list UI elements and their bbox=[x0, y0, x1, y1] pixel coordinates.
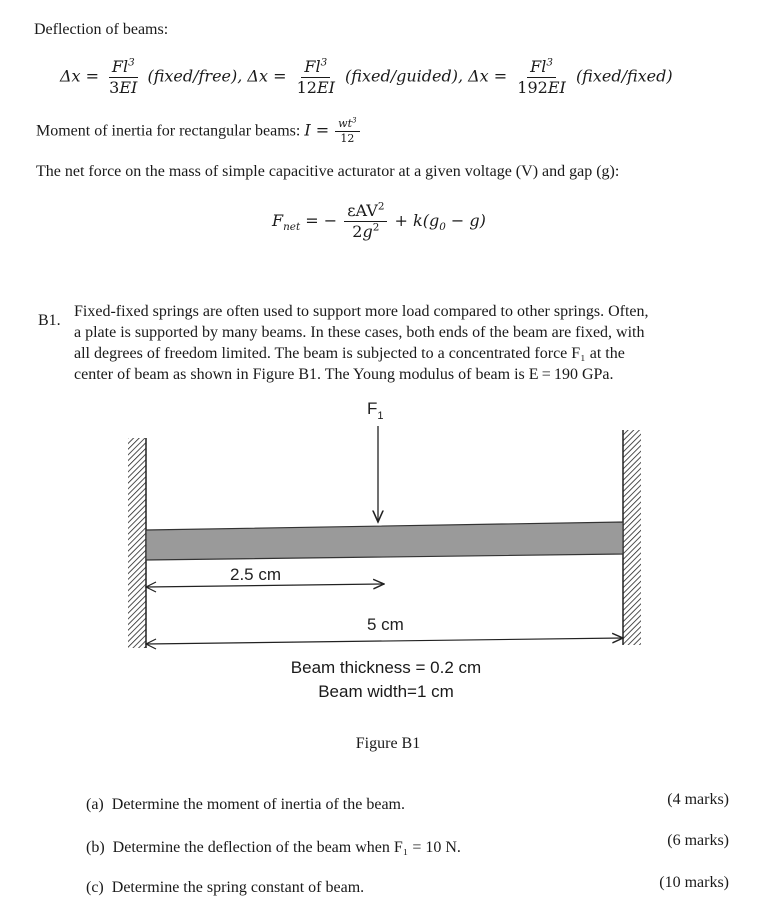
part-text: Determine the spring constant of beam. bbox=[111, 879, 365, 896]
part-text: Determine the moment of inertia of the beam. bbox=[111, 796, 405, 813]
net-force-formula: $F_{net}$ = − $\frac{\varepsilon AV^2}{2g^2}$ + $k(g_0 - g)$ bbox=[272, 200, 486, 241]
force-label: $F_1$ bbox=[367, 399, 384, 422]
part-marks: (4 marks) bbox=[667, 791, 729, 808]
part-marks: (10 marks) bbox=[659, 874, 729, 891]
part-marks: (6 marks) bbox=[667, 832, 729, 849]
question-text bbox=[74, 301, 649, 385]
fixed-fixed-case: (fixed/fixed) bbox=[575, 66, 673, 86]
deflection-formulas: Δx = $\frac{Fl^3}{3EI}$ (fixed/free), Δx = $\frac{Fl^3}{12EI}$ (fixed/guided), Δx = $\frac{Fl^3}{192EI}$ (fixed/fixed) bbox=[60, 56, 673, 97]
deflection-title: Deflection of beams: bbox=[34, 21, 169, 38]
part-b bbox=[86, 839, 461, 857]
part-a bbox=[86, 796, 405, 814]
part-text: Determine the deflection of the beam when F₁ = 10 N. bbox=[112, 839, 461, 856]
beam-width: Beam width=1 cm bbox=[318, 682, 454, 701]
left-wall bbox=[128, 438, 146, 648]
part-c bbox=[86, 879, 364, 897]
question-line: all degrees of freedom limited. The beam is subjected to a concentrated force F₁ at the bbox=[74, 345, 625, 362]
fixed-guided-case: (fixed/guided), bbox=[345, 66, 464, 86]
figure-caption: Figure B1 bbox=[355, 735, 421, 752]
part-label: (c) bbox=[86, 879, 104, 896]
net-force-label: The net force on the mass of simple capacitive acturator at a given voltage (V) and gap (g): bbox=[36, 163, 620, 180]
full-length-dimension bbox=[146, 638, 623, 644]
question-line: a plate is supported by many beams. In these cases, both ends of the beam are fixed, with bbox=[74, 324, 645, 341]
half-length-label: 2.5 cm bbox=[230, 565, 282, 584]
half-length-dimension bbox=[146, 584, 384, 587]
part-label: (b) bbox=[86, 839, 105, 856]
full-length-label: 5 cm bbox=[367, 615, 404, 634]
question-line: Fixed-fixed springs are often used to support more load compared to other springs. Often, bbox=[74, 303, 649, 320]
part-label: (a) bbox=[86, 796, 104, 813]
figure-b1 bbox=[0, 390, 759, 670]
fixed-free-case: (fixed/free), bbox=[147, 66, 243, 86]
moment-of-inertia-line: Moment of inertia for rectangular beams: I = $\frac{wt^3}{12}$ bbox=[36, 118, 362, 145]
question-number: B1. bbox=[38, 312, 61, 329]
right-wall bbox=[623, 430, 641, 645]
beam-thickness: Beam thickness = 0.2 cm bbox=[290, 658, 482, 677]
beam bbox=[146, 522, 623, 560]
moment-label: Moment of inertia for rectangular beams: bbox=[36, 122, 301, 140]
question-line: center of beam as shown in Figure B1. The Young modulus of beam is E = 190 GPa. bbox=[74, 366, 614, 383]
